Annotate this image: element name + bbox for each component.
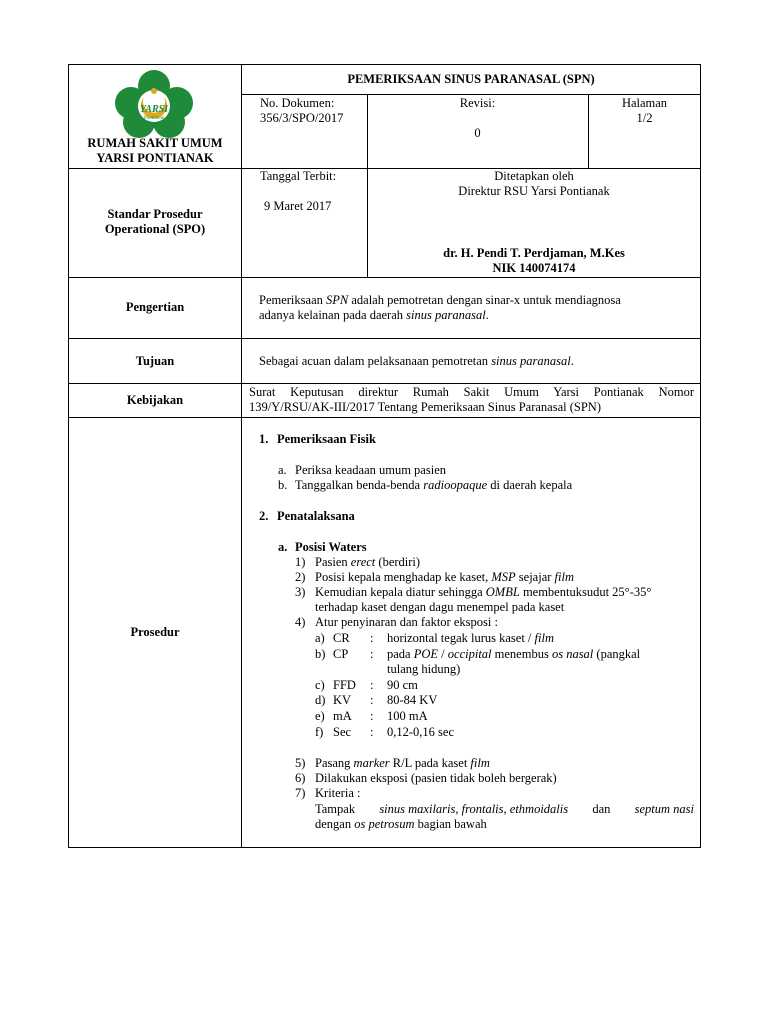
step-5-number: 5)	[295, 756, 306, 770]
yarsi-logo	[113, 69, 195, 139]
spo-label-line1: Standar Prosedur	[107, 207, 203, 221]
kebijakan-line2: 139/Y/RSU/AK-III/2017 Tentang Pemeriksaan Sinus Paranasal (SPN)	[249, 400, 601, 414]
factor-d-marker: d)	[315, 693, 326, 707]
criteria-line2: dengan os petrosum bagian bawah	[315, 817, 487, 831]
factor-c-marker: c)	[315, 678, 325, 692]
pengertian-line1: Pemeriksaan SPN adalah pemotretan dengan sinar-x untuk mendiagnosa	[259, 293, 621, 307]
section1-number: 1.	[259, 432, 269, 446]
factor-e-value: 100 mA	[387, 709, 428, 723]
no-dokumen-value: 356/3/SPO/2017	[260, 111, 344, 125]
tujuan-divider	[69, 383, 701, 384]
step-3-text-line2: terhadap kaset dengan dagu menempel pada kaset	[315, 600, 565, 614]
step-6-number: 6)	[295, 771, 306, 785]
factor-a-value: horizontal tegak lurus kaset / film	[387, 631, 554, 645]
revisi-value: 0	[474, 126, 481, 140]
ditetapkan-line1: Ditetapkan oleh	[494, 169, 574, 183]
factor-c-key: FFD	[333, 678, 356, 692]
factor-e-key: mA	[333, 709, 352, 723]
halaman-label: Halaman	[621, 96, 668, 110]
hospital-name-line2: YARSI PONTIANAK	[96, 151, 214, 165]
ditetapkan-line2: Direktur RSU Yarsi Pontianak	[458, 184, 610, 198]
step-1-number: 1)	[295, 555, 306, 569]
left-column-divider	[241, 65, 242, 848]
factor-c-value: 90 cm	[387, 678, 418, 692]
logo-subtext: Pontianak	[143, 116, 165, 121]
factor-b-value: pada POE / occipital menembus os nasal (pangkal	[387, 647, 641, 661]
factor-b-marker: b)	[315, 647, 326, 661]
step-4-number: 4)	[295, 615, 306, 629]
prosedur-label: Prosedur	[130, 625, 180, 639]
criteria-line1: Tampak sinus maxilaris, frontalis, ethmoidalis dan septum nasi	[315, 802, 694, 816]
factor-a-key: CR	[333, 631, 350, 645]
hospital-name-line1: RUMAH SAKIT UMUM	[87, 136, 223, 150]
step-5-text: Pasang marker R/L pada kaset film	[315, 756, 490, 770]
tujuan-label: Tujuan	[135, 354, 175, 368]
kebijakan-divider	[69, 417, 701, 418]
step-3-number: 3)	[295, 585, 306, 599]
revisi-label: Revisi:	[459, 96, 496, 110]
step-6-text: Dilakukan eksposi (pasien tidak boleh bergerak)	[315, 771, 557, 785]
factor-c-colon: :	[370, 678, 374, 692]
spo-label-line2: Operational (SPO)	[104, 222, 206, 236]
factor-e-marker: e)	[315, 709, 325, 723]
tanggal-label: Tanggal Terbit:	[260, 169, 337, 183]
step-2-text: Posisi kepala menghadap ke kaset, MSP sejajar film	[315, 570, 574, 584]
spo-divider	[69, 277, 701, 278]
pengertian-label: Pengertian	[125, 300, 185, 314]
item-2a-marker: a.	[278, 540, 288, 554]
factor-a-marker: a)	[315, 631, 325, 645]
kebijakan-label: Kebijakan	[126, 393, 184, 407]
factor-f-colon: :	[370, 725, 374, 739]
factor-a-colon: :	[370, 631, 374, 645]
kebijakan-line1: Surat Keputusan direktur Rumah Sakit Umum Yarsi Pontianak Nomor	[249, 385, 694, 399]
step-2-number: 2)	[295, 570, 306, 584]
item-1a-text: Periksa keadaan umum pasien	[295, 463, 446, 477]
no-dokumen-label: No. Dokumen:	[260, 96, 335, 110]
step-7-number: 7)	[295, 786, 306, 800]
document-title: PEMERIKSAAN SINUS PARANASAL (SPN)	[347, 72, 595, 86]
signer-nik: NIK 140074174	[492, 261, 576, 275]
section2-title: Penatalaksana	[277, 509, 355, 523]
factor-e-colon: :	[370, 709, 374, 723]
item-1a-marker: a.	[278, 463, 287, 477]
step-7-text: Kriteria :	[315, 786, 361, 800]
halaman-value: 1/2	[636, 111, 653, 125]
pengertian-line2: adanya kelainan pada daerah sinus paranasal.	[259, 308, 489, 322]
factor-d-value: 80-84 KV	[387, 693, 438, 707]
spo-document	[68, 64, 701, 848]
tanggal-value: 9 Maret 2017	[264, 199, 332, 213]
step-1-text: Pasien erect (berdiri)	[315, 555, 421, 569]
step-4-text: Atur penyinaran dan faktor eksposi :	[315, 615, 498, 629]
pengertian-divider	[69, 338, 701, 339]
factor-d-colon: :	[370, 693, 374, 707]
tujuan-text: Sebagai acuan dalam pelaksanaan pemotretan sinus paranasal.	[259, 354, 574, 368]
item-1b-text: Tanggalkan benda-benda radioopaque di daerah kepala	[295, 478, 573, 492]
factor-f-value: 0,12-0,16 sec	[387, 725, 454, 739]
signer-name: dr. H. Pendi T. Perdjaman, M.Kes	[443, 246, 625, 260]
factor-f-key: Sec	[333, 725, 352, 739]
factor-b-key: CP	[333, 647, 349, 661]
factor-b-colon: :	[370, 647, 374, 661]
item-1b-marker: b.	[278, 478, 288, 492]
item-2a-title: Posisi Waters	[295, 540, 367, 554]
section2-number: 2.	[259, 509, 269, 523]
title-divider	[241, 94, 701, 95]
factor-b-value-line2: tulang hidung)	[387, 662, 461, 676]
logo-text: YARSI	[139, 104, 169, 115]
factor-d-key: KV	[333, 693, 352, 707]
factor-f-marker: f)	[315, 725, 324, 739]
section1-title: Pemeriksaan Fisik	[277, 432, 376, 446]
step-3-text: Kemudian kepala diatur sehingga OMBL membentuksudut 25°-35°	[315, 585, 652, 599]
